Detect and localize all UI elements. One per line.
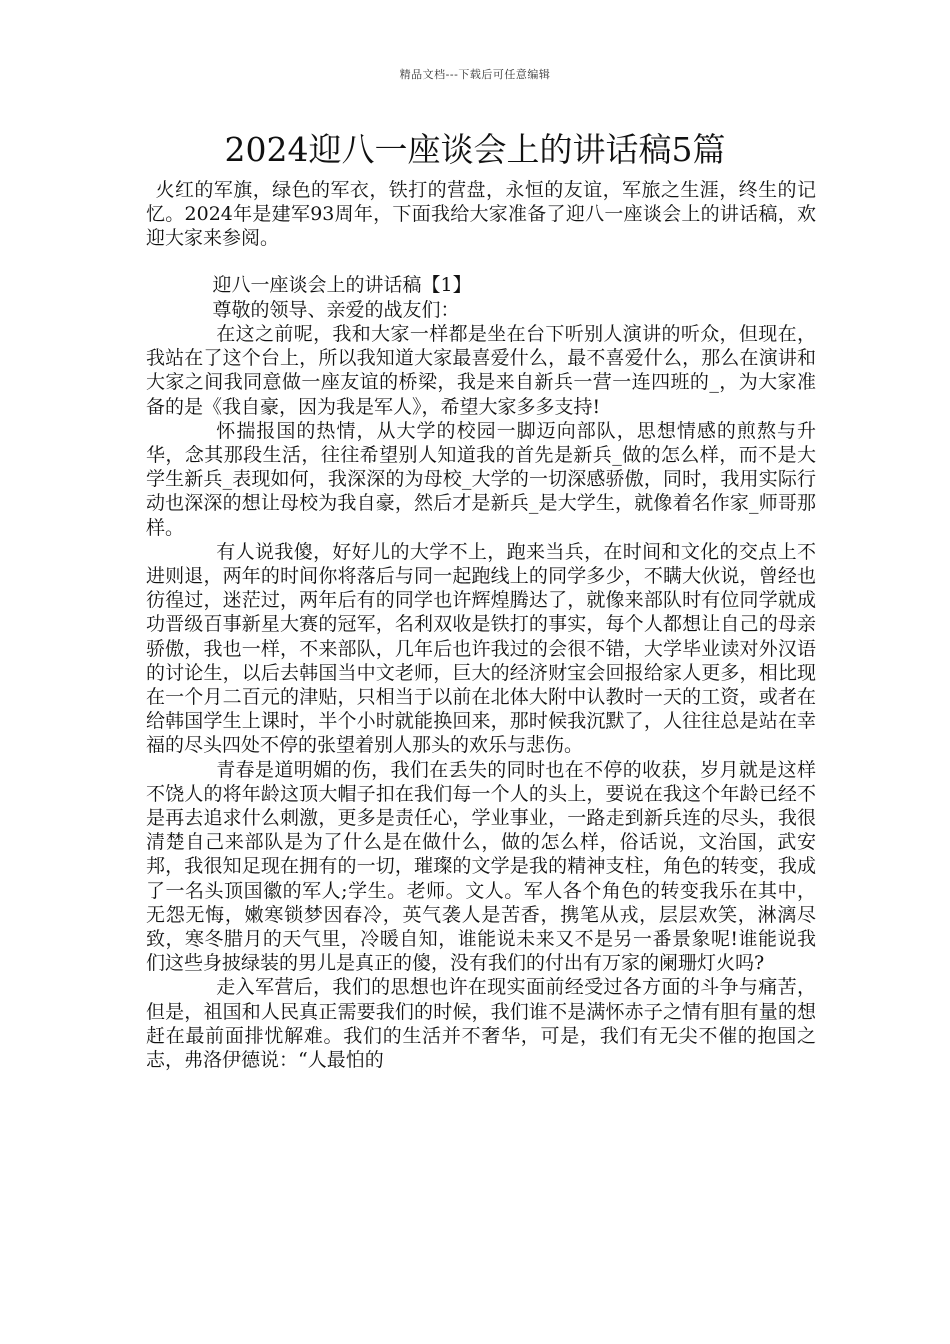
body-paragraph: 有人说我傻，好好儿的大学不上，跑来当兵，在时间和文化的交点上不进则退，两年的时间你将落后与同一起跑线上的同学多少，不瞒大伙说，曾经也彷徨过，迷茫过，两年后有的同学也许辉煌腾达了，就像来部队时有位同学就成功晋级百事新星大赛的冠军，名利双收是铁打的事实，每个人都想让自己的母亲骄傲，我也一样，不来部队，几年后也许我过的会很不错，大学毕业读对外汉语的讨论生，以后去韩国当中文老师，巨大的经济财宝会回报给家人更多，相比现在一个月二百元的津贴，只相当于以前在北体大附中认教时一天的工资，或者在给韩国学生上课时，半个小时就能换回来，那时候我沉默了，人往往总是站在幸福的尽头四处不停的张望着别人那头的欢乐与悲伤。 — [146, 540, 816, 757]
document-title: 2024迎八一座谈会上的讲话稿5篇 — [224, 130, 726, 169]
body-paragraph: 走入军营后，我们的思想也许在现实面前经受过各方面的斗争与痛苦，但是，祖国和人民真正需要我们的时候，我们谁不是满怀赤子之情有胆有量的想赶在最前面排忧解难。我们的生活并不奢华，可是，我们有无尖不催的抱国之志，弗洛伊德说：“人最怕的 — [146, 976, 816, 1072]
body-paragraph: 在这之前呢，我和大家一样都是坐在台下听别人演讲的听众，但现在，我站在了这个台上，所以我知道大家最喜爱什么，最不喜爱什么，那么在演讲和大家之间我同意做一座友谊的桥梁，我是来自新兵一营一连四班的_，为大家准备的是《我自豪，因为我是军人》，希望大家多多支持! — [146, 323, 816, 418]
section-title: 迎八一座谈会上的讲话稿【1】 — [212, 274, 472, 296]
body-paragraph: 怀揣报国的热情，从大学的校园一脚迈向部队，思想情感的煎熬与升华，念其那段生活，往往希望别人知道我的首先是新兵_做的怎么样，而不是大学生新兵_表现如何，我深深的为母校_大学的一切深感骄傲，同时，我用实际行动也深深的想让母校为我自豪，然后才是新兵_是大学生，就像着名作家_师哥那样。 — [146, 419, 816, 539]
body-paragraph: 青春是道明媚的伤，我们在丢失的同时也在不停的收获，岁月就是这样不饶人的将年龄这顶大帽子扣在我们每一个人的头上，要说在我这个年龄已经不是再去追求什么刺激，更多是责任心，学业事业，一路走到新兵连的尽头，我很清楚自己来部队是为了什么是在做什么，做的怎么样，俗话说，文治国，武安邦，我很知足现在拥有的一切，璀璨的文学是我的精神支柱，角色的转变，我成了一名头顶国徽的军人;学生。老师。文人。军人各个角色的转变我乐在其中，无怨无悔，嫩寒锁梦因春冷，英气袭人是苦香，携笔从戎，层层欢笑，淋漓尽致，寒冬腊月的天气里，冷暖自知，谁能说未来又不是另一番景象呢!谁能说我们这些身披绿装的男儿是真正的傻，没有我们的付出有万家的阑珊灯火吗? — [146, 758, 816, 975]
intro-paragraph: 火红的军旗，绿色的军衣，铁打的营盘，永恒的友谊，军旅之生涯，终生的记忆。2024年是建军93周年，下面我给大家准备了迎八一座谈会上的讲话稿，欢迎大家来参阅。 — [146, 179, 816, 250]
header-note: 精品文档---下载后可任意编辑 — [399, 68, 551, 81]
salutation: 尊敬的领导、亲爱的战友们： — [212, 299, 460, 321]
speech-body — [146, 322, 816, 1072]
